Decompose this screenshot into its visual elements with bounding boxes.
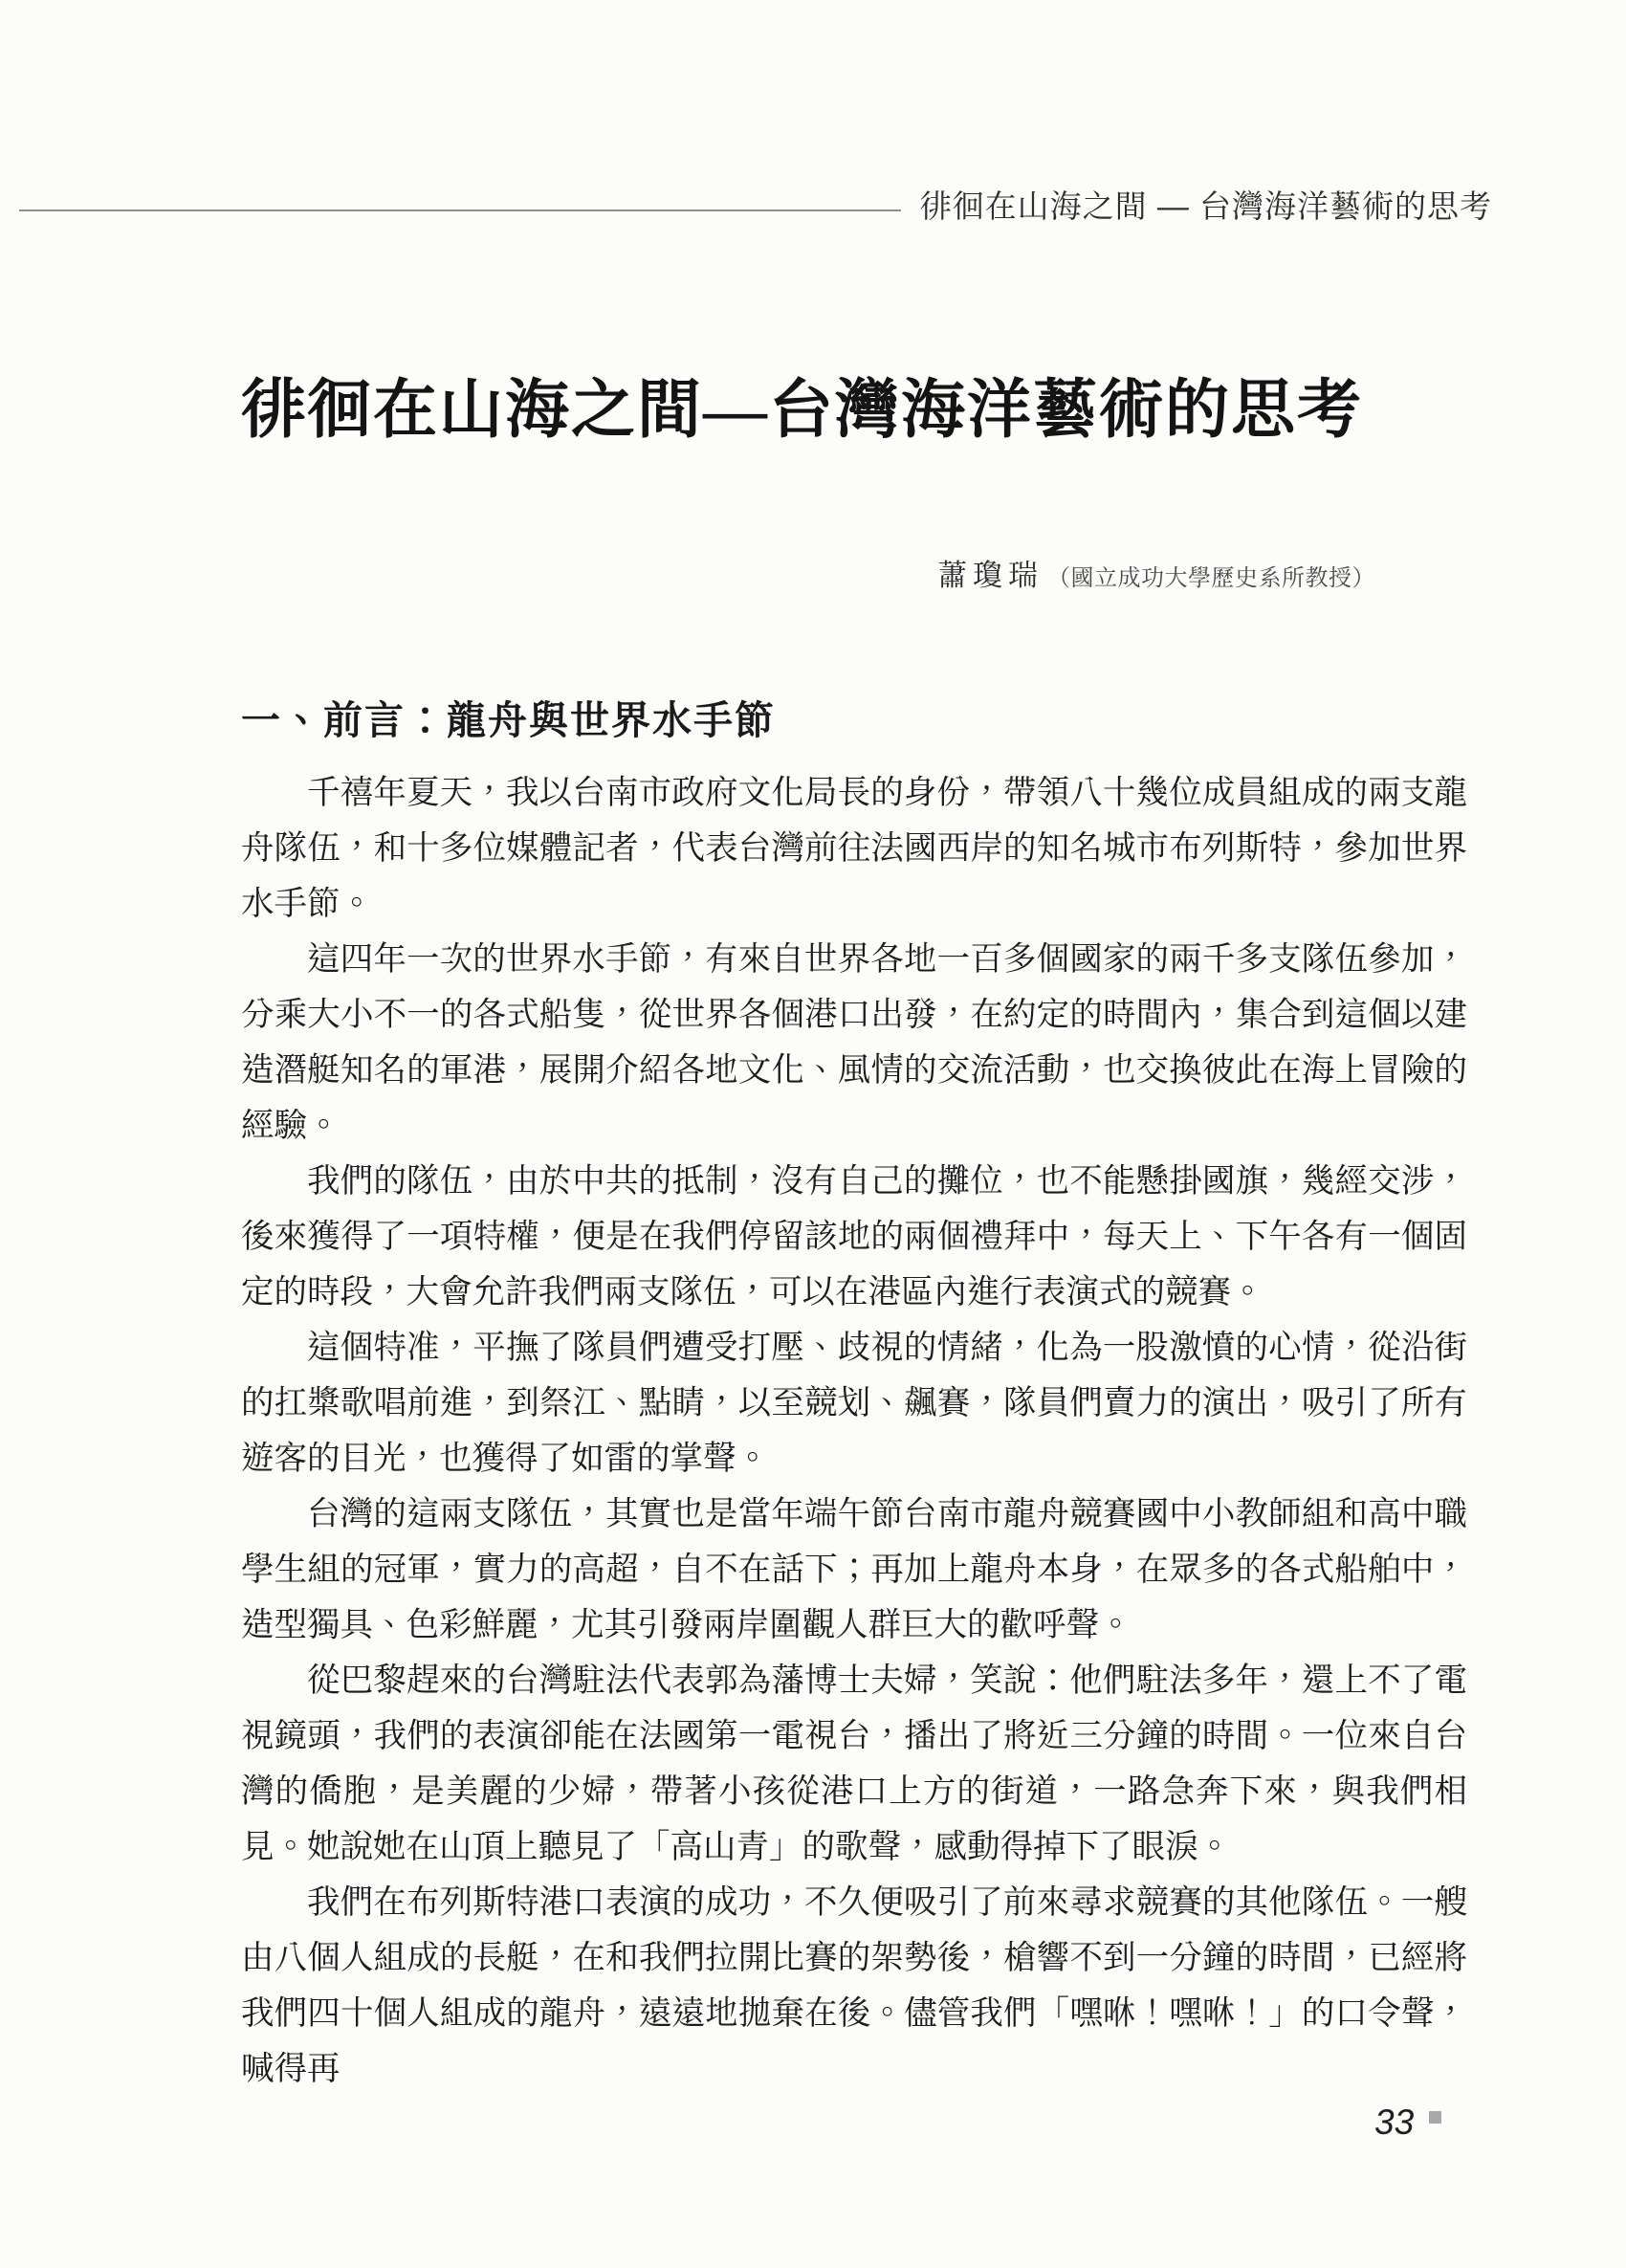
article-body xyxy=(241,765,1467,2097)
page-number: 33 xyxy=(1374,2103,1415,2142)
body-paragraph-2: 這四年一次的世界水手節，有來自世界各地一百多個國家的兩千多支隊伍參加，分乘大小不一的各式船隻，從世界各個港口出發，在約定的時間內，集合到這個以建造潛艇知名的軍港，展開介紹各地文化、風情的交流活動，也交換彼此在海上冒險的經驗。 xyxy=(241,941,1467,1144)
author-line xyxy=(937,551,1375,594)
body-paragraph-4: 這個特准，平撫了隊員們遭受打壓、歧視的情緒，化為一股激憤的心情，從沿街的扛槳歌唱前進，到祭江、點睛，以至競划、飆賽，隊員們賣力的演出，吸引了所有遊客的目光，也獲得了如雷的掌聲。 xyxy=(241,1330,1467,1477)
running-head-rule xyxy=(19,209,901,211)
folio-marker-square xyxy=(1429,2111,1441,2124)
article-title: 徘徊在山海之間—台灣海洋藝術的思考 xyxy=(241,374,1363,446)
body-paragraph-7: 我們在布列斯特港口表演的成功，不久便吸引了前來尋求競賽的其他隊伍。一艘由八個人組成的長艇，在和我們拉開比賽的架勢後，槍響不到一分鐘的時間，已經將我們四十個人組成的龍舟，遠遠地拋棄在後。儘管我們「嘿咻！嘿咻！」的口令聲，喊得再 xyxy=(241,1884,1467,2087)
body-paragraph-6: 從巴黎趕來的台灣駐法代表郭為藩博士夫婦，笑說：他們駐法多年，還上不了電視鏡頭，我們的表演卻能在法國第一電視台，播出了將近三分鐘的時間。一位來自台灣的僑胞，是美麗的少婦，帶著小孩從港口上方的街道，一路急奔下來，與我們相見。她說她在山頂上聽見了「高山青」的歌聲，感動得掉下了眼淚。 xyxy=(241,1662,1467,1865)
author-affiliation: （國立成功大學歷史系所教授） xyxy=(1047,566,1375,591)
section-heading: 一、前言：龍舟與世界水手節 xyxy=(241,698,776,743)
running-head: 徘徊在山海之間 — 台灣海洋藝術的思考 xyxy=(919,188,1492,224)
body-paragraph-1: 千禧年夏天，我以台南市政府文化局長的身份，帶領八十幾位成員組成的兩支龍舟隊伍，和十多位媒體記者，代表台灣前往法國西岸的知名城市布列斯特，參加世界水手節。 xyxy=(241,775,1467,922)
author-name: 蕭瓊瑞 xyxy=(937,559,1044,592)
page-footer xyxy=(1374,2104,1441,2140)
body-paragraph-3: 我們的隊伍，由於中共的抵制，沒有自己的攤位，也不能懸掛國旗，幾經交涉，後來獲得了一項特權，便是在我們停留該地的兩個禮拜中，每天上、下午各有一個固定的時段，大會允許我們兩支隊伍，可以在港區內進行表演式的競賽。 xyxy=(241,1163,1467,1310)
body-paragraph-5: 台灣的這兩支隊伍，其實也是當年端午節台南市龍舟競賽國中小教師組和高中職學生組的冠軍，實力的高超，自不在話下；再加上龍舟本身，在眾多的各式船舶中，造型獨具、色彩鮮麗，尤其引發兩岸圍觀人群巨大的歡呼聲。 xyxy=(241,1496,1467,1643)
